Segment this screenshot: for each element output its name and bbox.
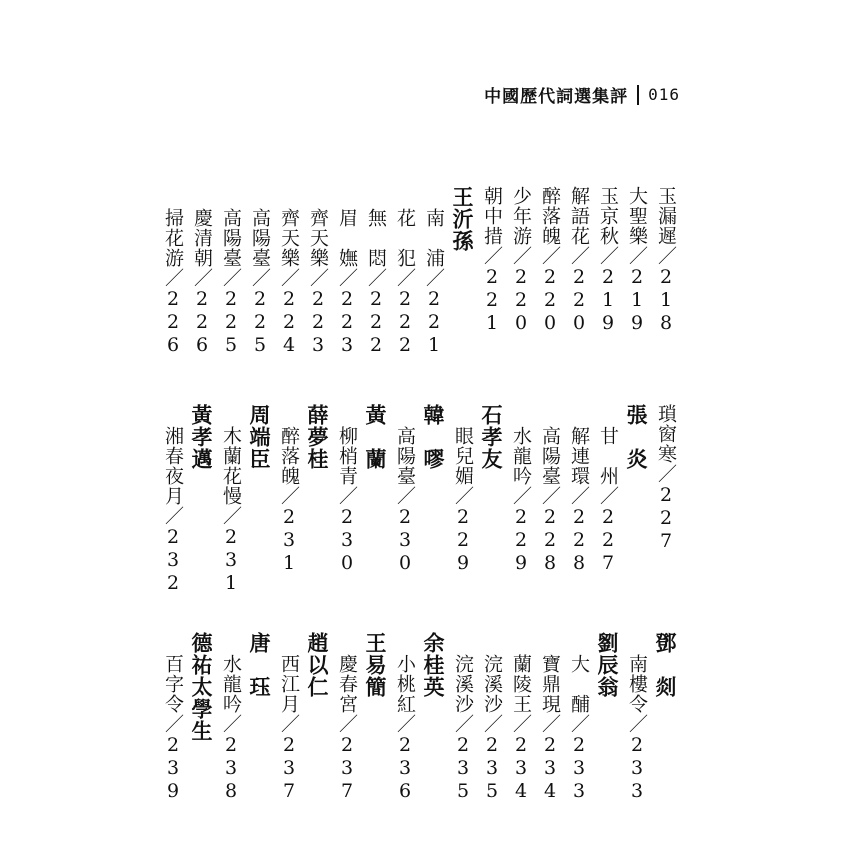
poem-entry: 高陽臺／228 xyxy=(539,426,561,575)
running-header xyxy=(484,82,680,107)
poem-entry: 無 悶／222 xyxy=(365,208,387,357)
poem-entry: 蘭陵王／234 xyxy=(510,654,532,803)
poem-entry: 醉落魄／220 xyxy=(539,186,561,335)
toc-section-3 xyxy=(158,632,680,803)
poem-entry: 玉京秋／219 xyxy=(597,186,619,335)
poem-entry: 柳梢青／230 xyxy=(336,426,358,575)
poem-entry: 掃花游／226 xyxy=(162,208,184,357)
poem-entry: 花 犯／222 xyxy=(394,208,416,357)
poem-entry: 齊天樂／223 xyxy=(307,208,329,357)
author-name: 石孝友 xyxy=(479,404,504,470)
author-name: 德祐太學生 xyxy=(189,632,214,742)
author-name: 鄧 剡 xyxy=(653,632,678,698)
poem-entry: 解語花／220 xyxy=(568,186,590,335)
toc-section-2 xyxy=(158,404,680,595)
author-name: 趙以仁 xyxy=(305,632,330,698)
poem-entry: 高陽臺／225 xyxy=(249,208,271,357)
author-name: 劉辰翁 xyxy=(595,632,620,698)
poem-entry: 慶清朝／226 xyxy=(191,208,213,357)
author-name: 余桂英 xyxy=(421,632,446,698)
poem-entry: 眉 嫵／223 xyxy=(336,208,358,357)
poem-entry: 南樓令／233 xyxy=(626,654,648,803)
poem-entry: 解連環／228 xyxy=(568,426,590,575)
author-name: 黃 蘭 xyxy=(363,404,388,470)
author-name: 薛夢桂 xyxy=(305,404,330,470)
poem-entry: 百字令／239 xyxy=(162,654,184,803)
author-name: 唐 珏 xyxy=(247,632,272,698)
poem-entry: 寶鼎現／234 xyxy=(539,654,561,803)
poem-entry: 少年游／220 xyxy=(510,186,532,335)
author-name: 黃孝邁 xyxy=(189,404,214,470)
poem-entry: 玉漏遲／218 xyxy=(655,186,677,335)
poem-entry: 大聖樂／219 xyxy=(626,186,648,335)
poem-entry: 朝中措／221 xyxy=(481,186,503,335)
poem-entry: 小桃紅／236 xyxy=(394,654,416,803)
poem-entry: 水龍吟／238 xyxy=(220,654,242,803)
book-title: 中國歷代詞選集評 xyxy=(484,87,629,107)
author-name: 韓 嘐 xyxy=(421,404,446,470)
poem-entry: 甘 州／227 xyxy=(597,426,619,575)
poem-entry: 眼兒媚／229 xyxy=(452,426,474,575)
poem-entry: 瑣窗寒／227 xyxy=(655,404,677,553)
header-divider xyxy=(637,85,639,105)
poem-entry: 高陽臺／225 xyxy=(220,208,242,357)
poem-entry: 慶春宮／237 xyxy=(336,654,358,803)
poem-entry: 木蘭花慢／231 xyxy=(220,426,242,595)
poem-entry: 大 酺／233 xyxy=(568,654,590,803)
poem-entry: 高陽臺／230 xyxy=(394,426,416,575)
author-name: 王易簡 xyxy=(363,632,388,698)
author-name: 王沂孫 xyxy=(450,186,475,252)
page-number: 016 xyxy=(648,85,680,104)
author-name: 周端臣 xyxy=(247,404,272,470)
poem-entry: 醉落魄／231 xyxy=(278,426,300,575)
poem-entry: 浣溪沙／235 xyxy=(452,654,474,803)
poem-entry: 水龍吟／229 xyxy=(510,426,532,575)
poem-entry: 齊天樂／224 xyxy=(278,208,300,357)
poem-entry: 南 浦／221 xyxy=(423,208,445,357)
poem-entry: 湘春夜月／232 xyxy=(162,426,184,595)
toc-section-1 xyxy=(158,186,680,357)
poem-entry: 浣溪沙／235 xyxy=(481,654,503,803)
poem-entry: 西江月／237 xyxy=(278,654,300,803)
author-name: 張 炎 xyxy=(624,404,649,470)
